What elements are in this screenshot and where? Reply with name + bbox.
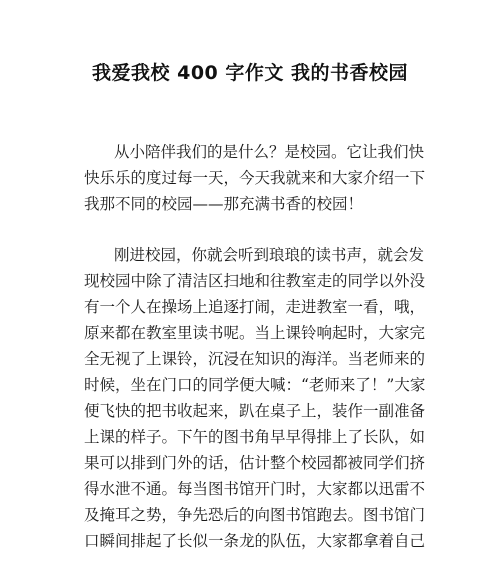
paragraph-1-line-1: 从小陪伴我们的是什么？是校园。它让我们快 (114, 143, 425, 161)
paragraph-2-line-4: 原来都在教室里读书呢。当上课铃响起时，大家完 (84, 324, 426, 342)
document-title: 我爱我校 400 字作文 我的书香校园 (91, 62, 408, 84)
paragraph-2-line-1: 刚进校园，你就会听到琅琅的读书声，就会发 (114, 246, 425, 264)
paragraph-2-line-3: 有一个人在操场上追逐打闹，走进教室一看，哦， (84, 298, 426, 316)
paragraph-1-line-2: 快乐乐的度过每一天，今天我就来和大家介绍一下 (84, 169, 426, 187)
paragraph-2-line-8: 上课的样子。下午的图书角早早得排上了长队，如 (84, 428, 426, 446)
paragraph-2-line-12: 口瞬间排起了长似一条龙的队伍，大家都拿着自己 (84, 532, 426, 550)
paragraph-2-line-2: 现校园中除了清洁区扫地和往教室走的同学以外没 (84, 272, 426, 290)
paragraph-2-line-10: 得水泄不通。每当图书馆开门时，大家都以迅雷不 (84, 480, 426, 498)
paragraph-2-line-5: 全无视了上课铃，沉浸在知识的海洋。当老师来的 (84, 350, 426, 368)
paragraph-2-line-11: 及掩耳之势，争先恐后的向图书馆跑去。图书馆门 (84, 506, 426, 524)
paragraph-2-line-9: 果可以排到门外的话，估计整个校园都被同学们挤 (84, 454, 426, 472)
paragraph-1-line-3: 我那不同的校园——那充满书香的校园！ (84, 195, 364, 213)
paragraph-2-line-6: 时候，坐在门口的同学便大喊：“老师来了！”大家 (84, 376, 426, 394)
paragraph-2-line-7: 便飞快的把书收起来，趴在桌子上，装作一副准备 (84, 402, 426, 420)
